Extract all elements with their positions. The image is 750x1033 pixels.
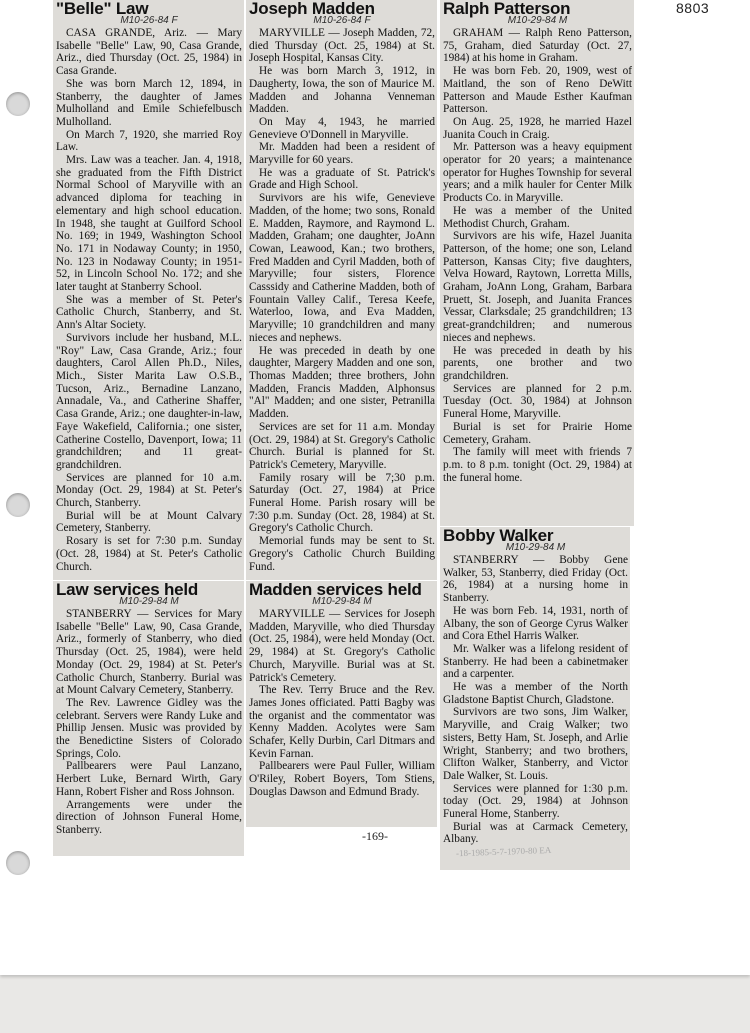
- binder-hole: [6, 851, 30, 875]
- article-paragraph: She was a member of St. Peter's Catholic Church, Stanberry, and St. Ann's Altar Society.: [56, 293, 242, 332]
- article-paragraph: She was born March 12, 1894, in Stanberry, the daughter of James Mulholland and Emile Schiefelbusch Mulholland.: [56, 77, 242, 128]
- article-paragraph: Memorial funds may be sent to St. Gregory's Catholic Church Building Fund.: [249, 535, 435, 573]
- article-body: [443, 554, 628, 846]
- article-paragraph: Survivors are his wife, Hazel Juanita Patterson, of the home; one son, Leland Patterson, Kansas City; five daughters, Velva Howard, Raytown, Lorretta Mills, Graham, JoAnn Long, Graham, Barbara Pruett, St. Joseph, and Juanita Frances Vessar, Clarksdale; 25 grandchildren; 13 great-grandchildren; and numerous nieces and nephews.: [443, 230, 632, 344]
- article-paragraph: MARYVILLE — Services for Joseph Madden, Maryville, who died Thursday (Oct. 25, 1984), were held Monday (Oct. 29, 1984) at St. Gregory's Catholic Church, Maryville. Burial was at St. Patrick's Cemetery.: [249, 608, 435, 684]
- article-headline: Law services held: [56, 581, 199, 599]
- article-paragraph: Services are set for 11 a.m. Monday (Oct. 29, 1984) at St. Gregory's Catholic Church. Burial is planned for St. Patrick's Cemetery, Maryville.: [249, 420, 435, 471]
- article-paragraph: Mr. Walker was a lifelong resident of Stanberry. He had been a cabinetmaker and a carpenter.: [443, 642, 628, 681]
- article-madden-services: [246, 581, 437, 827]
- article-paragraph: Mr. Madden had been a resident of Maryville for 60 years.: [249, 141, 435, 167]
- article-paragraph: Burial was at Carmack Cemetery, Albany.: [443, 820, 628, 846]
- binder-hole: [6, 493, 30, 517]
- article-paragraph: On March 7, 1920, she married Roy Law.: [56, 128, 242, 154]
- article-law-services: [53, 581, 244, 856]
- article-paragraph: He was a graduate of St. Patrick's Grade and High School.: [249, 166, 435, 192]
- article-paragraph: Mr. Patterson was a heavy equipment operator for 20 years; a maintenance operator for Hughes Township for several years; and a milk hauler for Center Milk Products Co. in Maryville.: [443, 141, 632, 205]
- article-paragraph: He was a member of the North Gladstone Baptist Church, Gladstone.: [443, 681, 628, 706]
- page-number: -169-: [362, 829, 388, 843]
- article-paragraph: Burial is set for Prairie Home Cemetery, Graham.: [443, 420, 632, 446]
- bleed-through-text: -18-1985-5-7-1970-80 EA: [455, 844, 552, 859]
- article-paragraph: MARYVILLE — Joseph Madden, 72, died Thursday (Oct. 25, 1984) at St. Joseph Hospital, Kansas City.: [249, 27, 435, 65]
- article-paragraph: On May 4, 1943, he married Genevieve O'Donnell in Maryville.: [249, 115, 435, 141]
- article-joseph-madden: [246, 0, 437, 580]
- article-headline: Bobby Walker: [443, 527, 554, 545]
- article-paragraph: Mrs. Law was a teacher. Jan. 4, 1918, she graduated from the Fifth District Normal School of Maryville with an advanced diploma for teaching in elementary and high school education. In 1948, she taught at Guilford School No. 169; in 1949, Washington School No. 171 in Nodaway County; in 1950, No. 123 in Nodaway County; in 1951-52, in Lincoln School No. 172; and she later taught at Stanberry School.: [56, 154, 242, 294]
- article-paragraph: The Rev. Lawrence Gidley was the celebrant. Servers were Randy Luke and Phillip Jensen. Music was provided by the Benedictine Sisters of Colorado Springs, Colo.: [56, 696, 242, 760]
- article-paragraph: Survivors are two sons, Jim Walker, Maryville, and Craig Walker; two sisters, Betty Ham, St. Joseph, and Arlie Wright, Stanberry; and two brothers, Clifton Walker, Stanberry, and Victor Dale Walker, St. Louis.: [443, 706, 628, 782]
- article-paragraph: Services were planned for 1:30 p.m. today (Oct. 29, 1984) at Johnson Funeral Home, Stanberry.: [443, 782, 628, 821]
- handwritten-date-note: M10-29-84 M: [507, 15, 568, 26]
- article-paragraph: Services are planned for 10 a.m. Monday (Oct. 29, 1984) at St. Peter's Church, Stanberry.: [56, 471, 242, 510]
- article-ralph-patterson: [440, 0, 634, 526]
- article-body: [443, 27, 632, 484]
- article-paragraph: He was preceded in death by his parents, one brother and two grandchildren.: [443, 344, 632, 382]
- article-paragraph: CASA GRANDE, Ariz. — Mary Isabelle "Belle" Law, 90, Casa Grande, Ariz., died Thursday (Oct. 25, 1984) in Casa Grande.: [56, 27, 242, 78]
- article-headline: "Belle" Law: [56, 0, 149, 18]
- article-paragraph: He was born Feb. 20, 1909, west of Maitland, the son of Reno DeWitt Patterson and Maude Esther Kaufman Patterson.: [443, 65, 632, 116]
- article-paragraph: He was born Feb. 14, 1931, north of Albany, the son of George Cyrus Walker and Cora Ethel Harris Walker.: [443, 604, 628, 643]
- article-body: [249, 27, 435, 573]
- binder-hole: [6, 92, 30, 116]
- article-headline: Joseph Madden: [249, 0, 375, 18]
- article-paragraph: Services are planned for 2 p.m. Tuesday (Oct. 30, 1984) at Johnson Funeral Home, Maryville.: [443, 382, 632, 421]
- handwritten-date-note: M10-29-84 M: [119, 596, 179, 607]
- article-paragraph: Pallbearers were Paul Fuller, William O'Riley, Robert Boyers, Tom Stiens, Douglas Dawson and Edmund Brady.: [249, 760, 435, 798]
- article-paragraph: Pallbearers were Paul Lanzano, Herbert Luke, Bernard Wirth, Gary Hann, Robert Fisher and Ross Johnson.: [56, 760, 242, 798]
- article-paragraph: Family rosary will be 7;30 p.m. Saturday (Oct. 27, 1984) at Price Funeral Home. Parish rosary will be 7:30 p.m. Sunday (Oct. 28, 1984) at St. Gregory's Catholic Church.: [249, 471, 435, 535]
- article-paragraph: GRAHAM — Ralph Reno Patterson, 75, Graham, died Saturday (Oct. 27, 1984) at his home in Graham.: [443, 27, 632, 65]
- article-paragraph: Survivors include her husband, M.L. "Roy" Law, Casa Grande, Ariz.; four daughters, Carol Allen Ph.D., Niles, Mich., Sister Marita Law O.S.B., Tucson, Ariz., Bernadine Lanzano, Annadale, Va., and Catherine Shaffer, Casa Grande, Ariz.; one daughter-in-law, Faye Wakefield, California.; one sister, Catherine Costello, Davenport, Iowa; 11 grandchildren; and 11 great-grandchildren.: [56, 331, 242, 471]
- handwritten-date-note: M10-29-84 M: [505, 542, 566, 553]
- article-paragraph: He was a member of the United Methodist Church, Graham.: [443, 204, 632, 230]
- article-paragraph: Burial will be at Mount Calvary Cemetery, Stanberry.: [56, 509, 242, 535]
- article-paragraph: Survivors are his wife, Genevieve Madden, of the home; two sons, Ronald E. Madden, Raymore, and Raymond L. Madden, Graham; one daughter, JoAnn Cowan, Leawood, Kan.; two brothers, Fred Madden and Cyril Madden, both of Maryville; four sisters, Florence Casssidy and Catherine Madden, both of Fountain Valley Calif., Teresa Keefe, Waterloo, Iowa, and Eva Madden, Maryville; 10 grandchildren and many nieces and nephews.: [249, 192, 435, 344]
- handwritten-date-note: M10-26-84 F: [313, 15, 371, 26]
- article-paragraph: He was preceded in death by one daughter, Margery Madden and one son, Thomas Madden; three brothers, John Madden, Francis Madden, Alphonsus "Al" Madden; and one sister, Petranilla Madden.: [249, 344, 435, 421]
- handwritten-date-note: M10-29-84 M: [312, 596, 372, 607]
- article-paragraph: The family will meet with friends 7 p.m. to 8 p.m. tonight (Oct. 29, 1984) at the funeral home.: [443, 446, 632, 484]
- article-bobby-walker: [440, 527, 630, 870]
- article-paragraph: On Aug. 25, 1928, he married Hazel Juanita Couch in Craig.: [443, 115, 632, 141]
- article-paragraph: The Rev. Terry Bruce and the Rev. James Jones officiated. Patti Bagby was the organist and the commentator was Kenny Madden. Acolytes were Sam Schafer, Kelly Durbin, Carl Ditmars and Kevin Farnan.: [249, 684, 435, 760]
- article-paragraph: STANBERRY — Bobby Gene Walker, 53, Stanberry, died Friday (Oct. 26, 1984) at a nursing home in Stanberry.: [443, 554, 628, 605]
- article-paragraph: He was born March 3, 1912, in Daugherty, Iowa, the son of Maurice M. Madden and Johanna Venneman Madden.: [249, 65, 435, 116]
- handwritten-date-note: M10-26-84 F: [120, 15, 178, 26]
- article-headline: Madden services held: [249, 581, 422, 599]
- article-paragraph: Arrangements were under the direction of Johnson Funeral Home, Stanberry.: [56, 798, 242, 836]
- article-body: [56, 27, 242, 573]
- article-headline: Ralph Patterson: [443, 0, 571, 18]
- article-paragraph: Rosary is set for 7:30 p.m. Sunday (Oct. 28, 1984) at St. Peter's Catholic Church.: [56, 535, 242, 573]
- page-id: 8803: [676, 0, 710, 16]
- article-belle-law: [53, 0, 244, 580]
- article-body: [56, 608, 242, 837]
- article-body: [249, 608, 435, 799]
- article-paragraph: STANBERRY — Services for Mary Isabelle "Belle" Law, 90, Casa Grande, Ariz., formerly of Stanberry, who died Thursday (Oct. 25, 1984), were held Monday (Oct. 29, 1984) at St. Peter's Catholic Church, Stanberry. Burial was at Mount Calvary Cemetery, Stanberry.: [56, 608, 242, 697]
